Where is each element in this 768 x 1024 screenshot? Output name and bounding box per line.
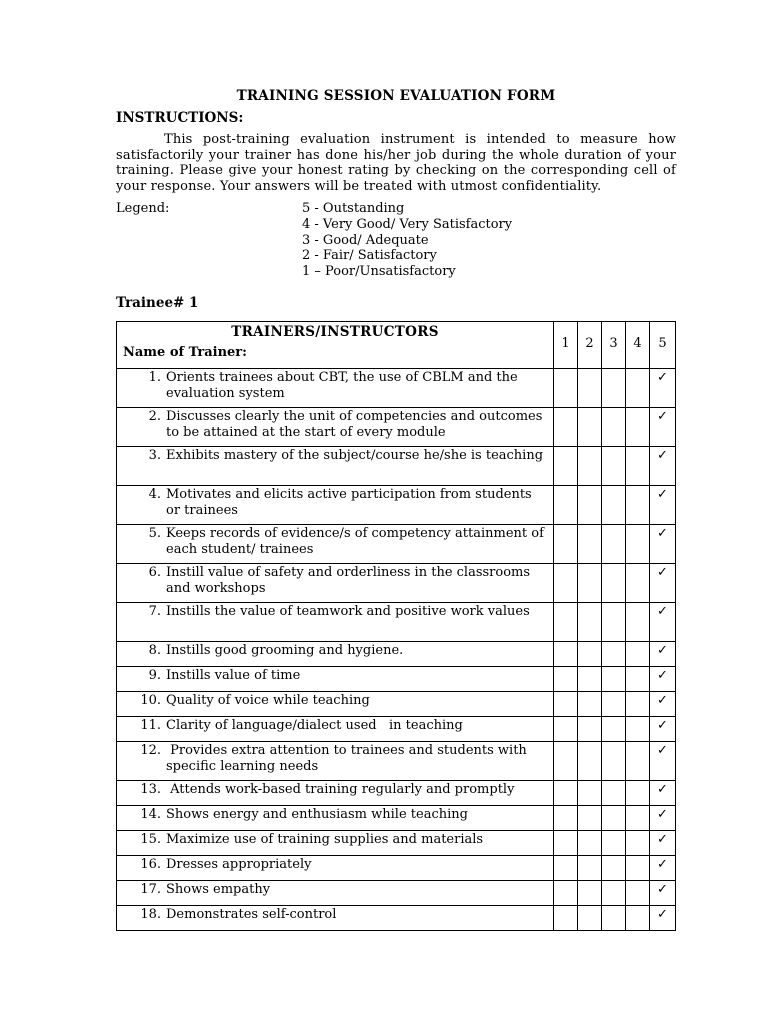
rating-cell-1[interactable]: [554, 692, 578, 717]
criterion-number: 7.: [148, 604, 161, 619]
rating-cell-3[interactable]: [602, 642, 626, 667]
evaluation-form: [116, 86, 676, 312]
rating-cell-5[interactable]: [650, 369, 676, 408]
rating-cell-5[interactable]: [650, 525, 676, 564]
criterion-cell: [117, 667, 554, 692]
check-mark-icon: ✓: [657, 643, 668, 658]
criterion-text: Clarity of language/dialect used in teaching: [166, 718, 463, 733]
rating-cell-4[interactable]: [626, 603, 650, 642]
rating-cell-4[interactable]: [626, 486, 650, 525]
table-header-row: [117, 322, 676, 369]
criterion-number: 3.: [148, 448, 161, 463]
criterion-cell: [117, 486, 554, 525]
check-mark-icon: ✓: [657, 526, 668, 541]
rating-cell-4[interactable]: [626, 564, 650, 603]
criterion-number: 1.: [148, 370, 161, 385]
check-mark-icon: ✓: [657, 409, 668, 424]
check-mark-icon: ✓: [657, 907, 668, 922]
table-row: [117, 603, 676, 642]
rating-header-2: 2: [578, 322, 602, 369]
rating-header-3: 3: [602, 322, 626, 369]
rating-cell-2[interactable]: [578, 447, 602, 486]
criterion-number: 5.: [148, 526, 161, 541]
check-mark-icon: ✓: [657, 604, 668, 619]
criterion-text: Instills good grooming and hygiene.: [166, 643, 404, 658]
criterion-cell: [117, 831, 554, 856]
criterion-cell: [117, 906, 554, 931]
criterion-text: Demonstrates self-control: [166, 907, 337, 922]
rating-cell-3[interactable]: [602, 856, 626, 881]
criterion-cell: [117, 856, 554, 881]
criterion-cell: [117, 564, 554, 603]
rating-cell-3[interactable]: [602, 806, 626, 831]
legend-item: 5 - Outstanding: [302, 201, 405, 217]
rating-cell-5[interactable]: [650, 781, 676, 806]
rating-cell-2[interactable]: [578, 603, 602, 642]
table-row: [117, 806, 676, 831]
trainer-header-cell: [117, 322, 554, 369]
criterion-text: Shows empathy: [166, 882, 271, 897]
criterion-number: 11.: [140, 718, 161, 733]
criterion-number: 13.: [140, 782, 161, 797]
rating-cell-3[interactable]: [602, 447, 626, 486]
table-row: [117, 742, 676, 781]
rating-cell-2[interactable]: [578, 781, 602, 806]
check-mark-icon: ✓: [657, 448, 668, 463]
rating-cell-2[interactable]: [578, 831, 602, 856]
legend-label: Legend:: [116, 201, 170, 217]
rating-cell-4[interactable]: [626, 717, 650, 742]
rating-cell-4[interactable]: [626, 642, 650, 667]
table-row: [117, 369, 676, 408]
rating-cell-1[interactable]: [554, 717, 578, 742]
rating-cell-2[interactable]: [578, 369, 602, 408]
rating-cell-3[interactable]: [602, 525, 626, 564]
criterion-text: Shows energy and enthusiasm while teaching: [166, 807, 468, 822]
table-row: [117, 831, 676, 856]
criterion-number: 18.: [140, 907, 161, 922]
rating-cell-4[interactable]: [626, 906, 650, 931]
criterion-cell: [117, 408, 554, 447]
rating-cell-4[interactable]: [626, 525, 650, 564]
rating-cell-2[interactable]: [578, 806, 602, 831]
criterion-number: 14.: [140, 807, 161, 822]
criterion-text: Discusses clearly the unit of competencies and outcomes to be attained at the start of every module: [166, 409, 547, 440]
criterion-cell: [117, 781, 554, 806]
rating-cell-5[interactable]: [650, 806, 676, 831]
criterion-cell: [117, 369, 554, 408]
table-row: [117, 486, 676, 525]
rating-cell-1[interactable]: [554, 831, 578, 856]
rating-cell-1[interactable]: [554, 781, 578, 806]
rating-cell-2[interactable]: [578, 408, 602, 447]
check-mark-icon: ✓: [657, 693, 668, 708]
rating-cell-2[interactable]: [578, 667, 602, 692]
rating-cell-1[interactable]: [554, 667, 578, 692]
trainee-label: Trainee# 1: [116, 295, 199, 312]
rating-cell-2[interactable]: [578, 856, 602, 881]
check-mark-icon: ✓: [657, 718, 668, 733]
rating-cell-4[interactable]: [626, 781, 650, 806]
rating-cell-2[interactable]: [578, 564, 602, 603]
criterion-text: Instills the value of teamwork and positive work values: [166, 604, 530, 619]
criterion-text: Dresses appropriately: [166, 857, 312, 872]
criterion-text: Orients trainees about CBT, the use of CBLM and the evaluation system: [166, 370, 522, 401]
rating-cell-1[interactable]: [554, 642, 578, 667]
rating-cell-1[interactable]: [554, 906, 578, 931]
criterion-number: 4.: [148, 487, 161, 502]
criterion-number: 8.: [148, 643, 161, 658]
legend-item: 4 - Very Good/ Very Satisfactory: [302, 216, 513, 232]
criterion-cell: [117, 447, 554, 486]
criterion-number: 10.: [140, 693, 161, 708]
rating-cell-2[interactable]: [578, 881, 602, 906]
criterion-cell: [117, 717, 554, 742]
rating-cell-4[interactable]: [626, 408, 650, 447]
rating-cell-4[interactable]: [626, 831, 650, 856]
legend-item: 1 – Poor/Unsatisfactory: [302, 263, 456, 279]
rating-cell-4[interactable]: [626, 856, 650, 881]
criterion-number: 9.: [148, 668, 161, 683]
table-row: [117, 447, 676, 486]
rating-header-1: 1: [554, 322, 578, 369]
criterion-text: Attends work-based training regularly and promptly: [166, 782, 515, 797]
rating-cell-1[interactable]: [554, 447, 578, 486]
rating-cell-5[interactable]: [650, 692, 676, 717]
rating-cell-1[interactable]: [554, 486, 578, 525]
check-mark-icon: ✓: [657, 782, 668, 797]
criterion-text: Keeps records of evidence/s of competency attainment of each student/ trainees: [166, 526, 549, 557]
criterion-text: Maximize use of training supplies and materials: [166, 832, 484, 847]
rating-cell-1[interactable]: [554, 564, 578, 603]
rating-header-4: 4: [626, 322, 650, 369]
rating-cell-5[interactable]: [650, 856, 676, 881]
rating-cell-3[interactable]: [602, 667, 626, 692]
criterion-text: Instills value of time: [166, 668, 301, 683]
rating-cell-4[interactable]: [626, 447, 650, 486]
rating-cell-2[interactable]: [578, 486, 602, 525]
rating-cell-5[interactable]: [650, 742, 676, 781]
rating-cell-5[interactable]: [650, 564, 676, 603]
rating-cell-1[interactable]: [554, 408, 578, 447]
check-mark-icon: ✓: [657, 370, 668, 385]
rating-cell-3[interactable]: [602, 692, 626, 717]
table-row: [117, 564, 676, 603]
rating-cell-1[interactable]: [554, 881, 578, 906]
criterion-text: Instill value of safety and orderliness in the classrooms and workshops: [166, 565, 535, 596]
rating-cell-5[interactable]: [650, 667, 676, 692]
rating-cell-3[interactable]: [602, 717, 626, 742]
rating-cell-2[interactable]: [578, 717, 602, 742]
rating-cell-5[interactable]: [650, 408, 676, 447]
criterion-text: Quality of voice while teaching: [166, 693, 370, 708]
rating-cell-2[interactable]: [578, 525, 602, 564]
rating-cell-3[interactable]: [602, 906, 626, 931]
criterion-cell: [117, 742, 554, 781]
table-row: [117, 642, 676, 667]
criterion-cell: [117, 603, 554, 642]
table-row: [117, 881, 676, 906]
rating-cell-1[interactable]: [554, 525, 578, 564]
check-mark-icon: ✓: [657, 882, 668, 897]
table-row: [117, 717, 676, 742]
check-mark-icon: ✓: [657, 487, 668, 502]
rating-cell-5[interactable]: [650, 447, 676, 486]
rating-cell-3[interactable]: [602, 564, 626, 603]
rating-cell-3[interactable]: [602, 831, 626, 856]
rating-cell-4[interactable]: [626, 742, 650, 781]
rating-cell-4[interactable]: [626, 692, 650, 717]
legend-item: 2 - Fair/ Satisfactory: [302, 248, 437, 264]
rating-cell-5[interactable]: [650, 603, 676, 642]
rating-cell-3[interactable]: [602, 781, 626, 806]
table-row: [117, 408, 676, 447]
legend-item: 3 - Good/ Adequate: [302, 232, 429, 248]
criterion-cell: [117, 642, 554, 667]
table-row: [117, 906, 676, 931]
evaluation-table: [116, 321, 676, 931]
rating-cell-5[interactable]: [650, 906, 676, 931]
section-title: TRAINERS/INSTRUCTORS: [231, 324, 439, 340]
criterion-number: 15.: [140, 832, 161, 847]
rating-cell-5[interactable]: [650, 831, 676, 856]
rating-cell-1[interactable]: [554, 369, 578, 408]
criterion-number: 12.: [140, 743, 161, 758]
criterion-number: 2.: [148, 409, 161, 424]
rating-cell-3[interactable]: [602, 742, 626, 781]
criterion-number: 6.: [148, 565, 161, 580]
criterion-cell: [117, 692, 554, 717]
rating-cell-3[interactable]: [602, 408, 626, 447]
criterion-cell: [117, 806, 554, 831]
trainer-name-label: Name of Trainer:: [123, 345, 247, 360]
rating-cell-5[interactable]: [650, 642, 676, 667]
form-title: TRAINING SESSION EVALUATION FORM: [236, 88, 556, 104]
rating-cell-3[interactable]: [602, 369, 626, 408]
instructions-text: This post-training evaluation instrument is intended to measure how satisfactorily your trainer has done his/her job during the whole duration of your training. Please give your honest rating by checking on the corresponding cell of your response. Your answers will be treated with utmost confidentiality.: [116, 132, 676, 194]
rating-cell-1[interactable]: [554, 603, 578, 642]
check-mark-icon: ✓: [657, 565, 668, 580]
rating-cell-1[interactable]: [554, 742, 578, 781]
rating-cell-4[interactable]: [626, 667, 650, 692]
rating-cell-3[interactable]: [602, 486, 626, 525]
table-row: [117, 781, 676, 806]
rating-cell-2[interactable]: [578, 642, 602, 667]
criterion-text: Provides extra attention to trainees and students with specific learning needs: [166, 743, 531, 774]
check-mark-icon: ✓: [657, 807, 668, 822]
rating-cell-5[interactable]: [650, 717, 676, 742]
check-mark-icon: ✓: [657, 668, 668, 683]
rating-header-5: 5: [650, 322, 676, 369]
criterion-cell: [117, 525, 554, 564]
rating-cell-5[interactable]: [650, 486, 676, 525]
criterion-text: Motivates and elicits active participation from students or trainees: [166, 487, 536, 518]
criterion-number: 16.: [140, 857, 161, 872]
rating-cell-2[interactable]: [578, 692, 602, 717]
rating-cell-3[interactable]: [602, 603, 626, 642]
criterion-text: Exhibits mastery of the subject/course he/she is teaching: [166, 448, 544, 463]
check-mark-icon: ✓: [657, 743, 668, 758]
rating-cell-4[interactable]: [626, 806, 650, 831]
instructions-heading: INSTRUCTIONS:: [116, 110, 244, 126]
legend: [116, 201, 676, 279]
rating-cell-3[interactable]: [602, 881, 626, 906]
rating-cell-1[interactable]: [554, 806, 578, 831]
criterion-number: 17.: [140, 882, 161, 897]
rating-cell-2[interactable]: [578, 742, 602, 781]
table-row: [117, 667, 676, 692]
rating-cell-1[interactable]: [554, 856, 578, 881]
table-row: [117, 525, 676, 564]
table-row: [117, 856, 676, 881]
table-row: [117, 692, 676, 717]
criterion-cell: [117, 881, 554, 906]
rating-cell-2[interactable]: [578, 906, 602, 931]
rating-cell-5[interactable]: [650, 881, 676, 906]
rating-cell-4[interactable]: [626, 369, 650, 408]
legend-items: [302, 201, 512, 279]
check-mark-icon: ✓: [657, 857, 668, 872]
check-mark-icon: ✓: [657, 832, 668, 847]
rating-cell-4[interactable]: [626, 881, 650, 906]
